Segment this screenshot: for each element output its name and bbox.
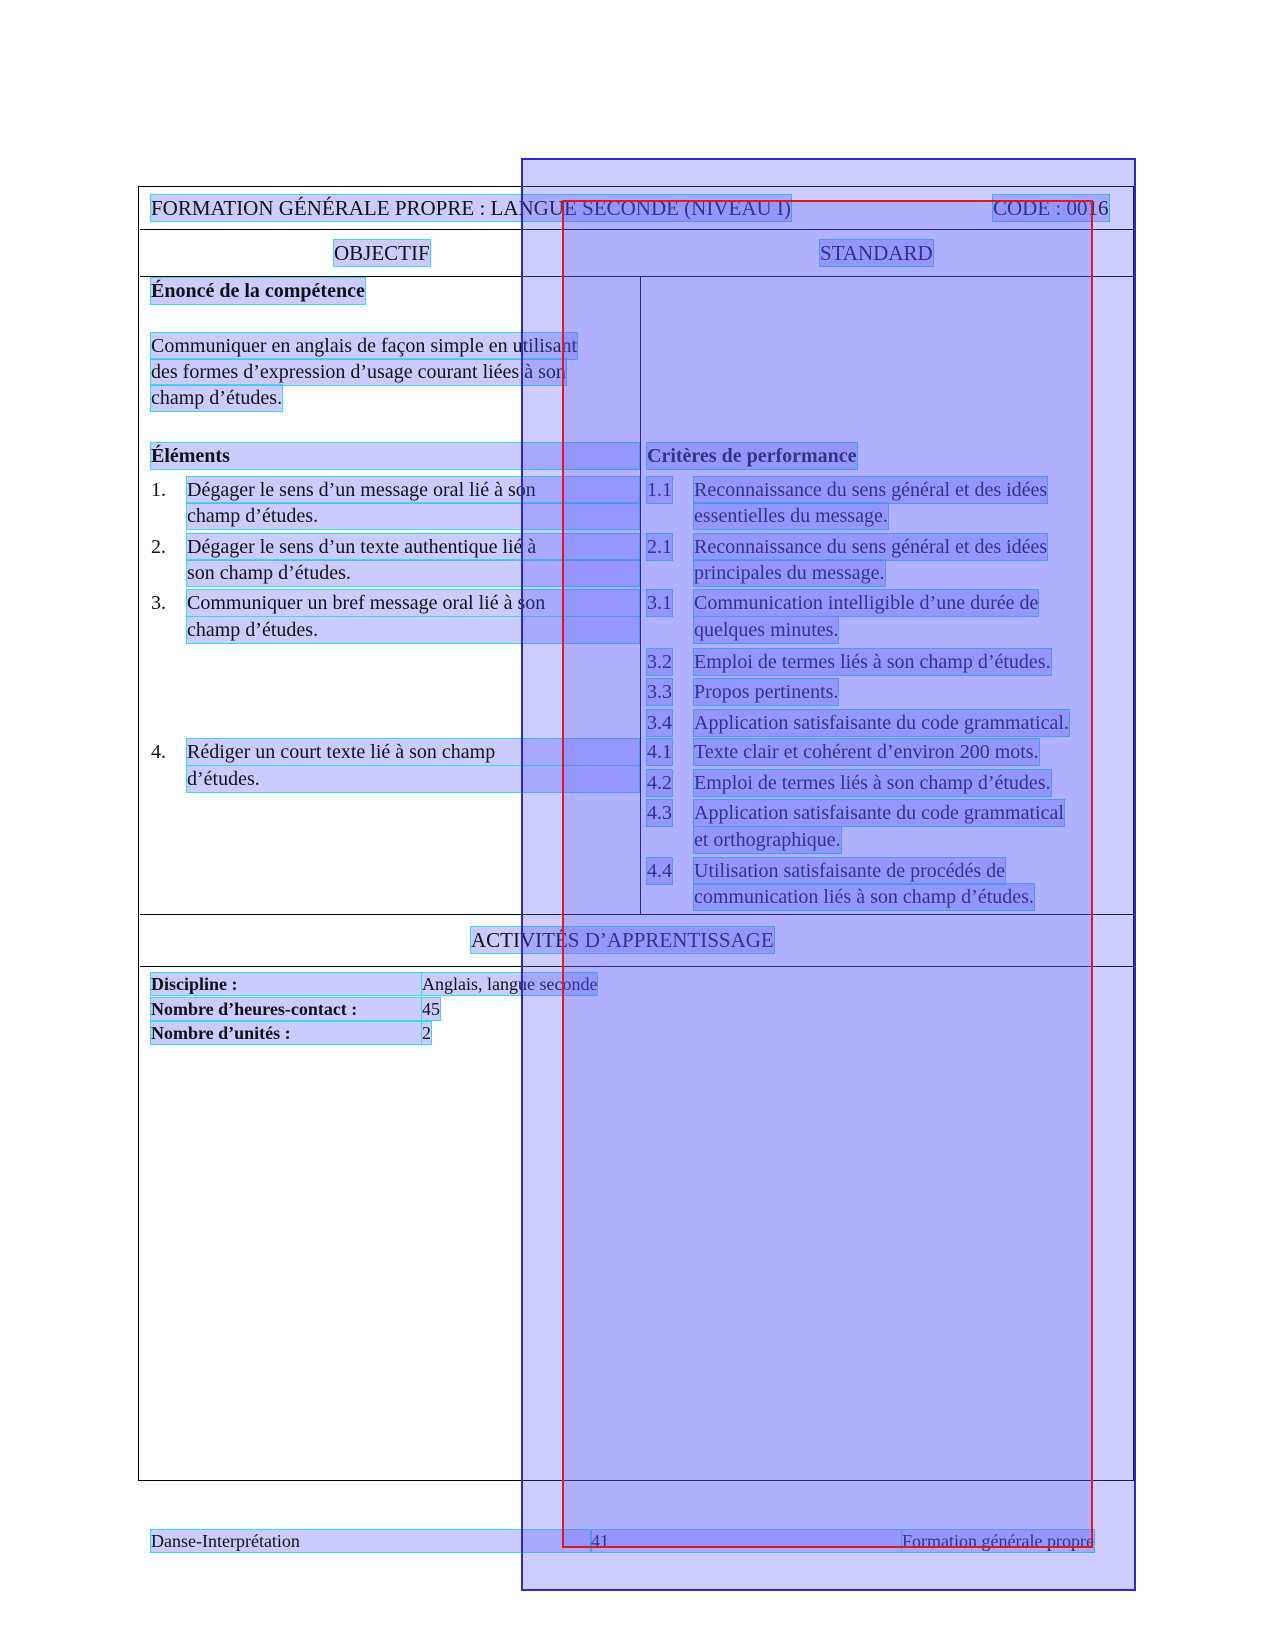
element-number: 2. — [151, 536, 166, 558]
critere-line: Utilisation satisfaisante de procédés de — [694, 860, 1006, 882]
standard-heading: STANDARD — [820, 241, 933, 265]
competence-line: champ d’études. — [151, 387, 283, 409]
critere-number: 3.3 — [647, 681, 672, 703]
element-line: Rédiger un court texte lié à son champ — [187, 739, 639, 765]
critere-number: 1.1 — [647, 479, 672, 501]
footer-section: Formation générale propre — [902, 1531, 1094, 1551]
critere-number: 4.2 — [647, 772, 672, 794]
element-line: champ d’études. — [187, 503, 639, 529]
header-title: FORMATION GÉNÉRALE PROPRE : LANGUE SECONDE (NIVEAU I) — [151, 196, 791, 220]
criteres-heading: Critères de performance — [647, 445, 857, 467]
element-line: Dégager le sens d’un message oral lié à son — [187, 477, 639, 503]
critere-line: Texte clair et cohérent d’environ 200 mots. — [694, 741, 1039, 763]
heures-value: 45 — [422, 999, 440, 1019]
critere-line: Emploi de termes liés à son champ d’études. — [694, 772, 1051, 794]
element-line: son champ d’études. — [187, 560, 639, 586]
critere-line: Reconnaissance du sens général et des idées — [694, 479, 1048, 501]
objectif-heading: OBJECTIF — [334, 241, 430, 265]
element-line: champ d’études. — [187, 617, 639, 643]
selection-highlight-box — [562, 200, 1093, 1548]
critere-number: 4.3 — [647, 802, 672, 824]
critere-line: Application satisfaisante du code grammatical — [694, 802, 1064, 824]
critere-line: principales du message. — [694, 562, 885, 584]
element-line: Communiquer un bref message oral lié à son — [187, 590, 639, 616]
critere-line: communication liés à son champ d’études. — [694, 886, 1034, 908]
critere-line: Application satisfaisante du code grammatical. — [694, 712, 1069, 734]
unites-label: Nombre d’unités : — [151, 1022, 421, 1044]
critere-number: 4.1 — [647, 741, 672, 763]
critere-line: Reconnaissance du sens général et des idées — [694, 536, 1048, 558]
critere-line: essentielles du message. — [694, 505, 888, 527]
element-number: 4. — [151, 741, 166, 763]
element-number: 1. — [151, 479, 166, 501]
unites-value: 2 — [422, 1023, 431, 1043]
header-code: CODE : 0016 — [993, 196, 1109, 220]
competence-line: Communiquer en anglais de façon simple en utilisant — [151, 335, 578, 357]
discipline-label: Discipline : — [151, 973, 421, 995]
critere-number: 3.2 — [647, 651, 672, 673]
footer-program: Danse-Interprétation — [151, 1530, 591, 1552]
footer-page-number: 41 — [591, 1530, 901, 1552]
critere-number: 2.1 — [647, 536, 672, 558]
element-number: 3. — [151, 592, 166, 614]
activites-heading: ACTIVITÉS D’APPRENTISSAGE — [471, 928, 774, 952]
discipline-value: Anglais, langue seconde — [422, 974, 598, 994]
element-line: d’études. — [187, 766, 639, 792]
critere-number: 3.1 — [647, 592, 672, 614]
critere-number: 4.4 — [647, 860, 672, 882]
critere-line: Propos pertinents. — [694, 681, 839, 703]
elements-heading: Éléments — [151, 443, 639, 469]
competence-line: des formes d’expression d’usage courant liées à son — [151, 361, 566, 383]
heures-label: Nombre d’heures-contact : — [151, 998, 421, 1020]
critere-line: Communication intelligible d’une durée de — [694, 592, 1039, 614]
critere-line: Emploi de termes liés à son champ d’études. — [694, 651, 1051, 673]
competence-heading: Énoncé de la compétence — [151, 280, 365, 302]
element-line: Dégager le sens d’un texte authentique lié à — [187, 534, 639, 560]
critere-line: et orthographique. — [694, 829, 841, 851]
critere-line: quelques minutes. — [694, 619, 839, 641]
critere-number: 3.4 — [647, 712, 672, 734]
